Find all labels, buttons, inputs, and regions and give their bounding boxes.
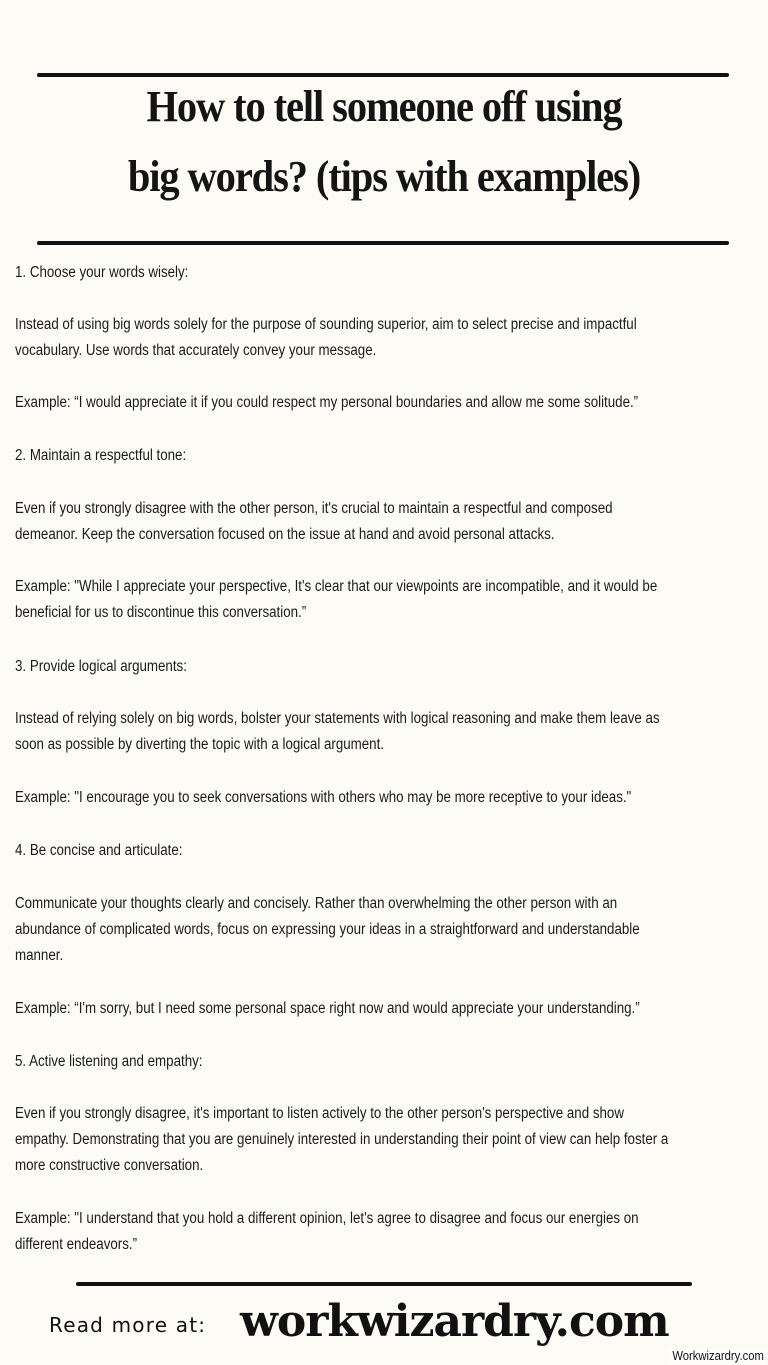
- section-2-example: [15, 574, 755, 626]
- body-line: Even if you strongly disagree with the other person, it's crucial to maintain a respectful and composed: [15, 500, 613, 517]
- example-line: Example: "I encourage you to seek conversations with others who may be more receptive to your ideas.": [15, 789, 632, 806]
- section-4-body: [15, 891, 755, 969]
- body-line: Instead of using big words solely for the purpose of sounding superior, aim to select precise and impactful: [15, 316, 637, 333]
- title-line-2: big words? (tips with examples): [127, 152, 641, 201]
- section-2: [15, 443, 755, 469]
- section-4-example: [15, 996, 755, 1022]
- section-heading: 5. Active listening and empathy:: [15, 1053, 203, 1070]
- body-line: Communicate your thoughts clearly and concisely. Rather than overwhelming the other person with an: [15, 895, 618, 912]
- body-line: manner.: [15, 947, 64, 964]
- page-title: [31, 72, 738, 212]
- body-line: soon as possible by diverting the topic with a logical argument.: [15, 736, 385, 753]
- body-line: more constructive conversation.: [15, 1157, 204, 1174]
- example-line: Example: “I would appreciate it if you could respect my personal boundaries and allow me some solitude.”: [15, 394, 639, 411]
- section-heading: 4. Be concise and articulate:: [15, 842, 183, 859]
- title-bottom-rule: [37, 241, 729, 245]
- example-line: Example: "While I appreciate your perspective, It's clear that our viewpoints are incompatible, and it would be: [15, 578, 658, 595]
- example-line: beneficial for us to discontinue this conversation.”: [15, 604, 307, 621]
- title-line-1: How to tell someone off using: [146, 82, 622, 131]
- section-3-body: [15, 706, 755, 758]
- section-1: [15, 260, 755, 286]
- body-line: empathy. Demonstrating that you are genuinely interested in understanding their point of view can help foster a: [15, 1131, 669, 1148]
- body-line: Instead of relying solely on big words, bolster your statements with logical reasoning and make them leave as: [15, 710, 660, 727]
- section-2-body: [15, 496, 755, 548]
- body-line: demeanor. Keep the conversation focused on the issue at hand and avoid personal attacks.: [15, 526, 555, 543]
- example-line: different endeavors.”: [15, 1236, 138, 1253]
- section-1-body: [15, 312, 755, 364]
- site-link[interactable]: workwizardry.com: [240, 1296, 669, 1347]
- read-more-label: Read more at:: [49, 1313, 207, 1337]
- watermark: Workwizardry.com: [672, 1349, 765, 1363]
- footer-rule: [76, 1282, 692, 1286]
- body-line: Even if you strongly disagree, it's important to listen actively to the other person's perspective and show: [15, 1105, 624, 1122]
- section-4: [15, 838, 755, 864]
- section-5: [15, 1049, 755, 1075]
- section-1-example: [15, 390, 755, 416]
- section-heading: 3. Provide logical arguments:: [15, 658, 187, 675]
- section-3: [15, 654, 755, 680]
- section-heading: 1. Choose your words wisely:: [15, 264, 189, 281]
- section-heading: 2. Maintain a respectful tone:: [15, 447, 187, 464]
- body-line: vocabulary. Use words that accurately convey your message.: [15, 342, 377, 359]
- body-line: abundance of complicated words, focus on expressing your ideas in a straightforward and understandable: [15, 921, 640, 938]
- section-3-example: [15, 785, 755, 811]
- section-5-example: [15, 1206, 755, 1258]
- section-5-body: [15, 1101, 755, 1179]
- example-line: Example: "I understand that you hold a different opinion, let's agree to disagree and focus our energies on: [15, 1210, 639, 1227]
- example-line: Example: “I'm sorry, but I need some personal space right now and would appreciate your understanding.”: [15, 1000, 640, 1017]
